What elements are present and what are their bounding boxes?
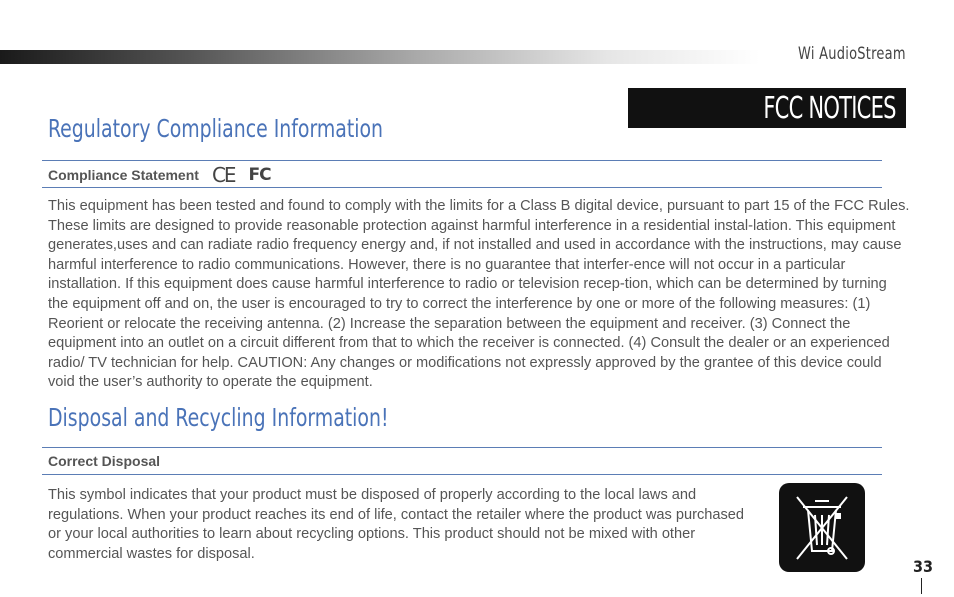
weee-crossed-bin-icon	[779, 483, 865, 572]
correct-disposal-row	[48, 453, 160, 469]
disposal-rule-top	[42, 447, 882, 448]
section-badge	[628, 88, 906, 128]
regulatory-heading: Regulatory Compliance Information	[48, 114, 384, 143]
ce-mark-icon: CE	[211, 163, 235, 187]
page-number: 33	[913, 557, 934, 576]
disposal-heading: Disposal and Recycling Information!	[48, 403, 389, 432]
section-badge-label: FCC NOTICES	[763, 90, 896, 126]
disposal-text: This symbol indicates that your product must be disposed of properly according to the local laws and regulations. When your product reaches its end of life, contact the retailer where the product was purchased or your local authorities to learn about recycling options. This product should not be mixed with other commercial wastes for disposal.	[48, 487, 745, 562]
compliance-statement-row	[48, 163, 271, 187]
disposal-rule-bottom	[42, 474, 882, 475]
regulatory-rule-top	[42, 160, 882, 161]
product-name: Wi AudioStream	[798, 44, 906, 64]
fcc-mark-icon: FC	[248, 165, 271, 185]
correct-disposal-subheading: Correct Disposal	[48, 453, 161, 469]
compliance-statement-text: This equipment has been tested and found to comply with the limits for a Class B digital device, pursuant to part 15 of the FCC Rules. These limits are designed to provide reasonable protection against harmful interference in a residential instal-lation. This equipment generates,uses and can radiate radio frequency energy and, if not installed and used in accordance with the instructions, may cause harmful interference to radio communications. However, there is no guarantee that interfer-ence will not occur in a particular installation. If this equipment does cause harmful interference to radio or television recep-tion, which can be determined by turning the equipment off and on, the user is encouraged to try to correct the interference by one or more of the following measures: (1) Reorient or relocate the receiving antenna. (2) Increase the separation between the equipment and receiver. (3) Connect the equipment into an outlet on a circuit different from that to which the receiver is connected. (4) Consult the dealer or an experienced radio/ TV technician for help. CAUTION: Any changes or modifications not expressly approved by the grantee of this device could void the user’s authority to operate the equipment.	[48, 198, 910, 391]
regulatory-rule-bottom	[42, 187, 882, 188]
header-gradient-bar	[0, 50, 760, 64]
compliance-statement-subheading: Compliance Statement	[48, 167, 199, 183]
page-number-tick	[921, 578, 922, 594]
